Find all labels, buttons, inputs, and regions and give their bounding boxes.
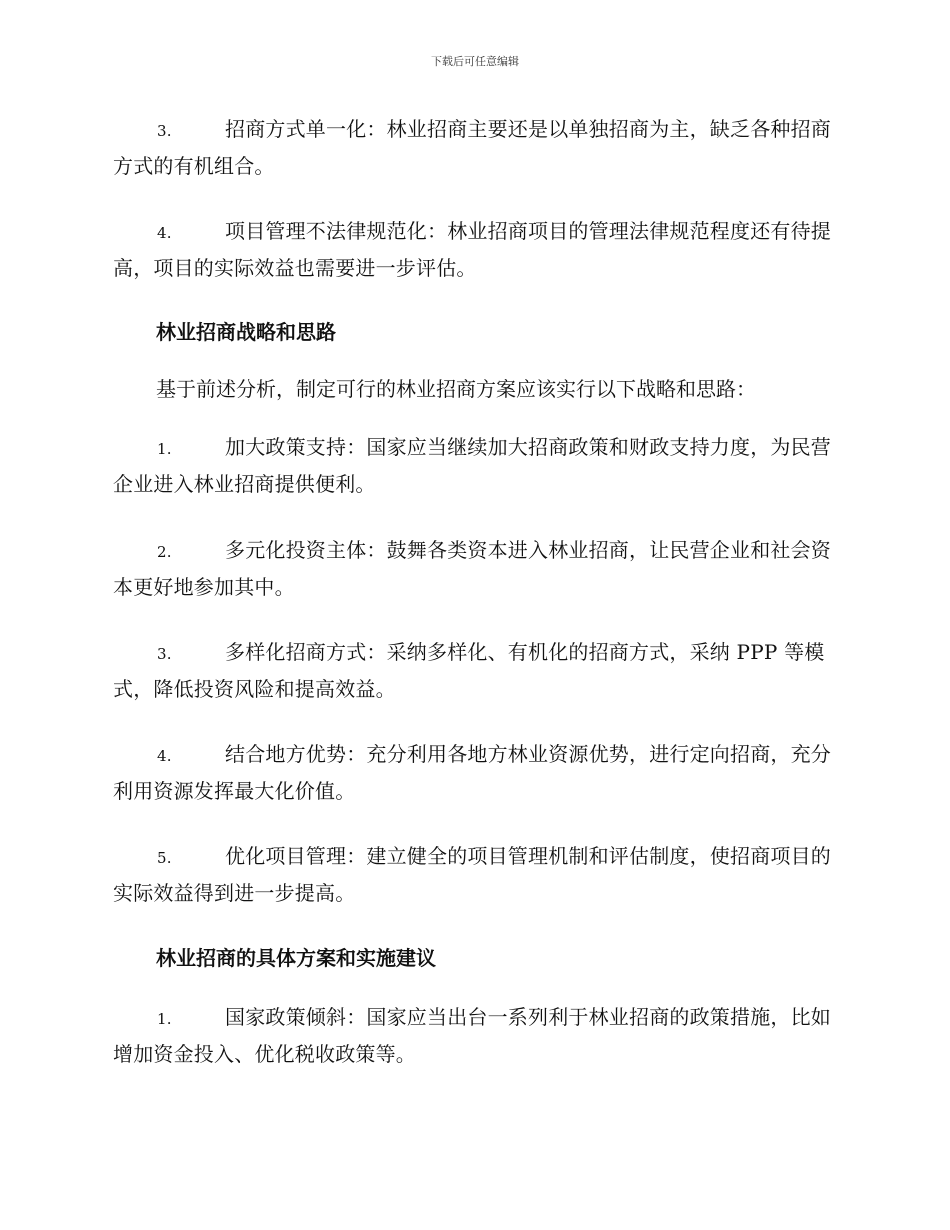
intro-paragraph: 基于前述分析，制定可行的林业招商方案应该实行以下战略和思路： [156, 377, 756, 401]
list-item [113, 214, 835, 286]
list-number: 3. [157, 122, 172, 140]
list-item [113, 112, 835, 184]
list-number: 4. [157, 224, 172, 242]
list-item [113, 533, 835, 605]
list-text: 结合地方优势：充分利用各地方林业资源优势，进行定向招商，充分利用资源发挥最大化价值。 [113, 742, 831, 803]
list-number: 2. [157, 543, 172, 561]
list-number: 5. [157, 849, 172, 867]
list-number: 3. [157, 645, 172, 663]
page-header: 下载后可任意编辑 [431, 55, 519, 68]
list-text: 国家政策倾斜：国家应当出台一系列利于林业招商的政策措施，比如增加资金投入、优化税收政策等。 [113, 1005, 831, 1066]
list-item [113, 635, 835, 707]
list-item [113, 430, 835, 502]
list-text: 多样化招商方式：采纳多样化、有机化的招商方式，采纳 PPP 等模式，降低投资风险和提高效益。 [113, 640, 825, 701]
list-item [113, 737, 835, 809]
section-heading: 林业招商的具体方案和实施建议 [156, 946, 436, 970]
list-item [113, 839, 835, 911]
list-number: 4. [157, 747, 172, 765]
list-text: 多元化投资主体：鼓舞各类资本进入林业招商，让民营企业和社会资本更好地参加其中。 [113, 538, 831, 599]
list-number: 1. [157, 440, 172, 458]
list-text: 优化项目管理：建立健全的项目管理机制和评估制度，使招商项目的实际效益得到进一步提高。 [113, 844, 831, 905]
section-heading: 林业招商战略和思路 [156, 320, 336, 344]
list-number: 1. [157, 1010, 172, 1028]
list-text: 招商方式单一化：林业招商主要还是以单独招商为主，缺乏各种招商方式的有机组合。 [113, 117, 831, 178]
list-text: 加大政策支持：国家应当继续加大招商政策和财政支持力度，为民营企业进入林业招商提供便利。 [113, 435, 831, 496]
list-item [113, 1000, 835, 1072]
list-text: 项目管理不法律规范化：林业招商项目的管理法律规范程度还有待提高，项目的实际效益也需要进一步评估。 [113, 219, 831, 280]
